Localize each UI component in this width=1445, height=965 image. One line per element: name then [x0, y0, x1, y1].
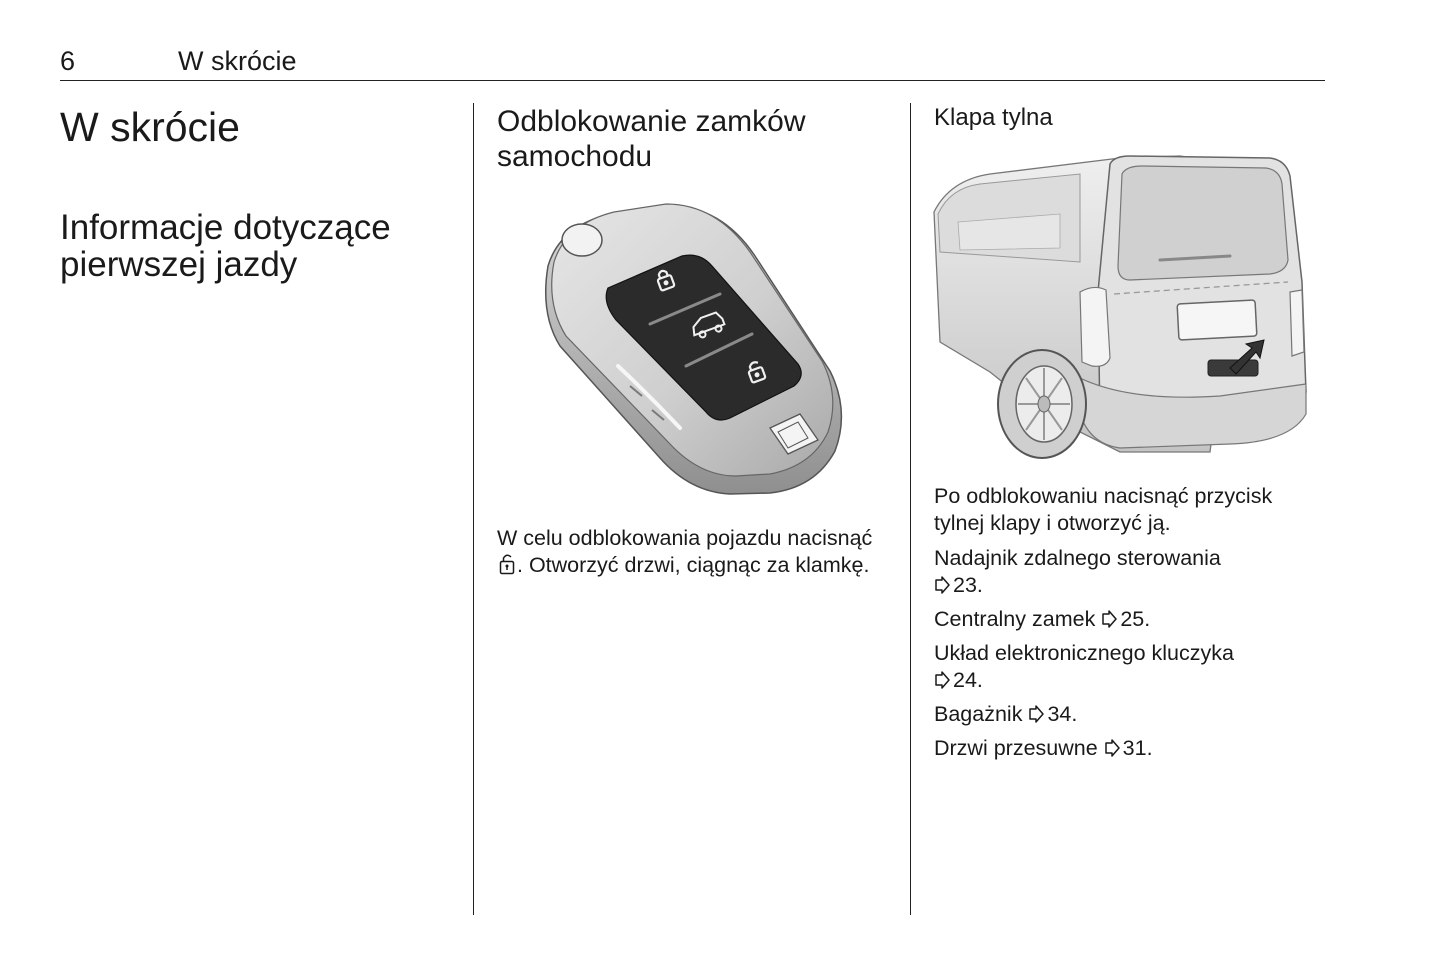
reference-link[interactable] — [934, 735, 1319, 762]
reference-link[interactable] — [934, 701, 1319, 728]
unlock-text-start: W celu odblokowania pojazdu nacisnąć — [497, 526, 873, 550]
reference-suffix: . — [976, 668, 983, 692]
column-divider-left — [473, 103, 474, 915]
reference-label: Układ elektronicznego kluczyka — [934, 641, 1234, 665]
reference-page: 31 — [1122, 736, 1147, 760]
tailgate-instruction: Po odblokowaniu nacisnąć przycisk tylnej klapy i otworzyć ją. — [934, 484, 1273, 535]
page-number: 6 — [60, 46, 76, 76]
header-rule — [60, 80, 1325, 81]
reference-suffix: . — [976, 573, 983, 597]
reference-suffix: . — [1144, 607, 1151, 631]
reference-suffix: . — [1071, 702, 1078, 726]
tailgate-heading: Klapa tylna — [934, 104, 1053, 131]
reference-label: Centralny zamek — [934, 607, 1096, 631]
reference-page: 34 — [1047, 702, 1072, 726]
column-divider-right — [910, 103, 911, 915]
unlock-text-end: . Otworzyć drzwi, ciągnąc za klamkę. — [517, 553, 870, 577]
unlock-heading: Odblokowanie zamków samochodu — [497, 105, 806, 173]
page-reference-arrow-icon — [1028, 705, 1044, 723]
unlock-instruction — [497, 525, 897, 579]
reference-link[interactable] — [934, 640, 1319, 694]
reference-page: 23 — [953, 573, 977, 597]
reference-suffix: . — [1146, 736, 1153, 760]
reference-page: 25 — [1120, 607, 1145, 631]
reference-link[interactable] — [934, 606, 1319, 633]
running-title: W skrócie — [178, 46, 297, 76]
van-rear-icon — [930, 152, 1308, 460]
section-title: Informacje dotyczące pierwszej jazdy — [60, 208, 391, 284]
key-fob-icon — [530, 196, 860, 501]
reference-link[interactable] — [934, 545, 1319, 599]
chapter-title: W skrócie — [60, 104, 240, 150]
unlock-icon — [498, 552, 516, 576]
tailgate-text — [934, 483, 1319, 769]
reference-label: Drzwi przesuwne — [934, 736, 1098, 760]
reference-label: Bagażnik — [934, 702, 1023, 726]
page-reference-arrow-icon — [934, 576, 950, 594]
page-reference-arrow-icon — [1101, 610, 1117, 628]
page-reference-arrow-icon — [1104, 739, 1120, 757]
reference-page: 24 — [953, 668, 977, 692]
page-reference-arrow-icon — [934, 671, 950, 689]
reference-label: Nadajnik zdalnego sterowania — [934, 546, 1221, 570]
